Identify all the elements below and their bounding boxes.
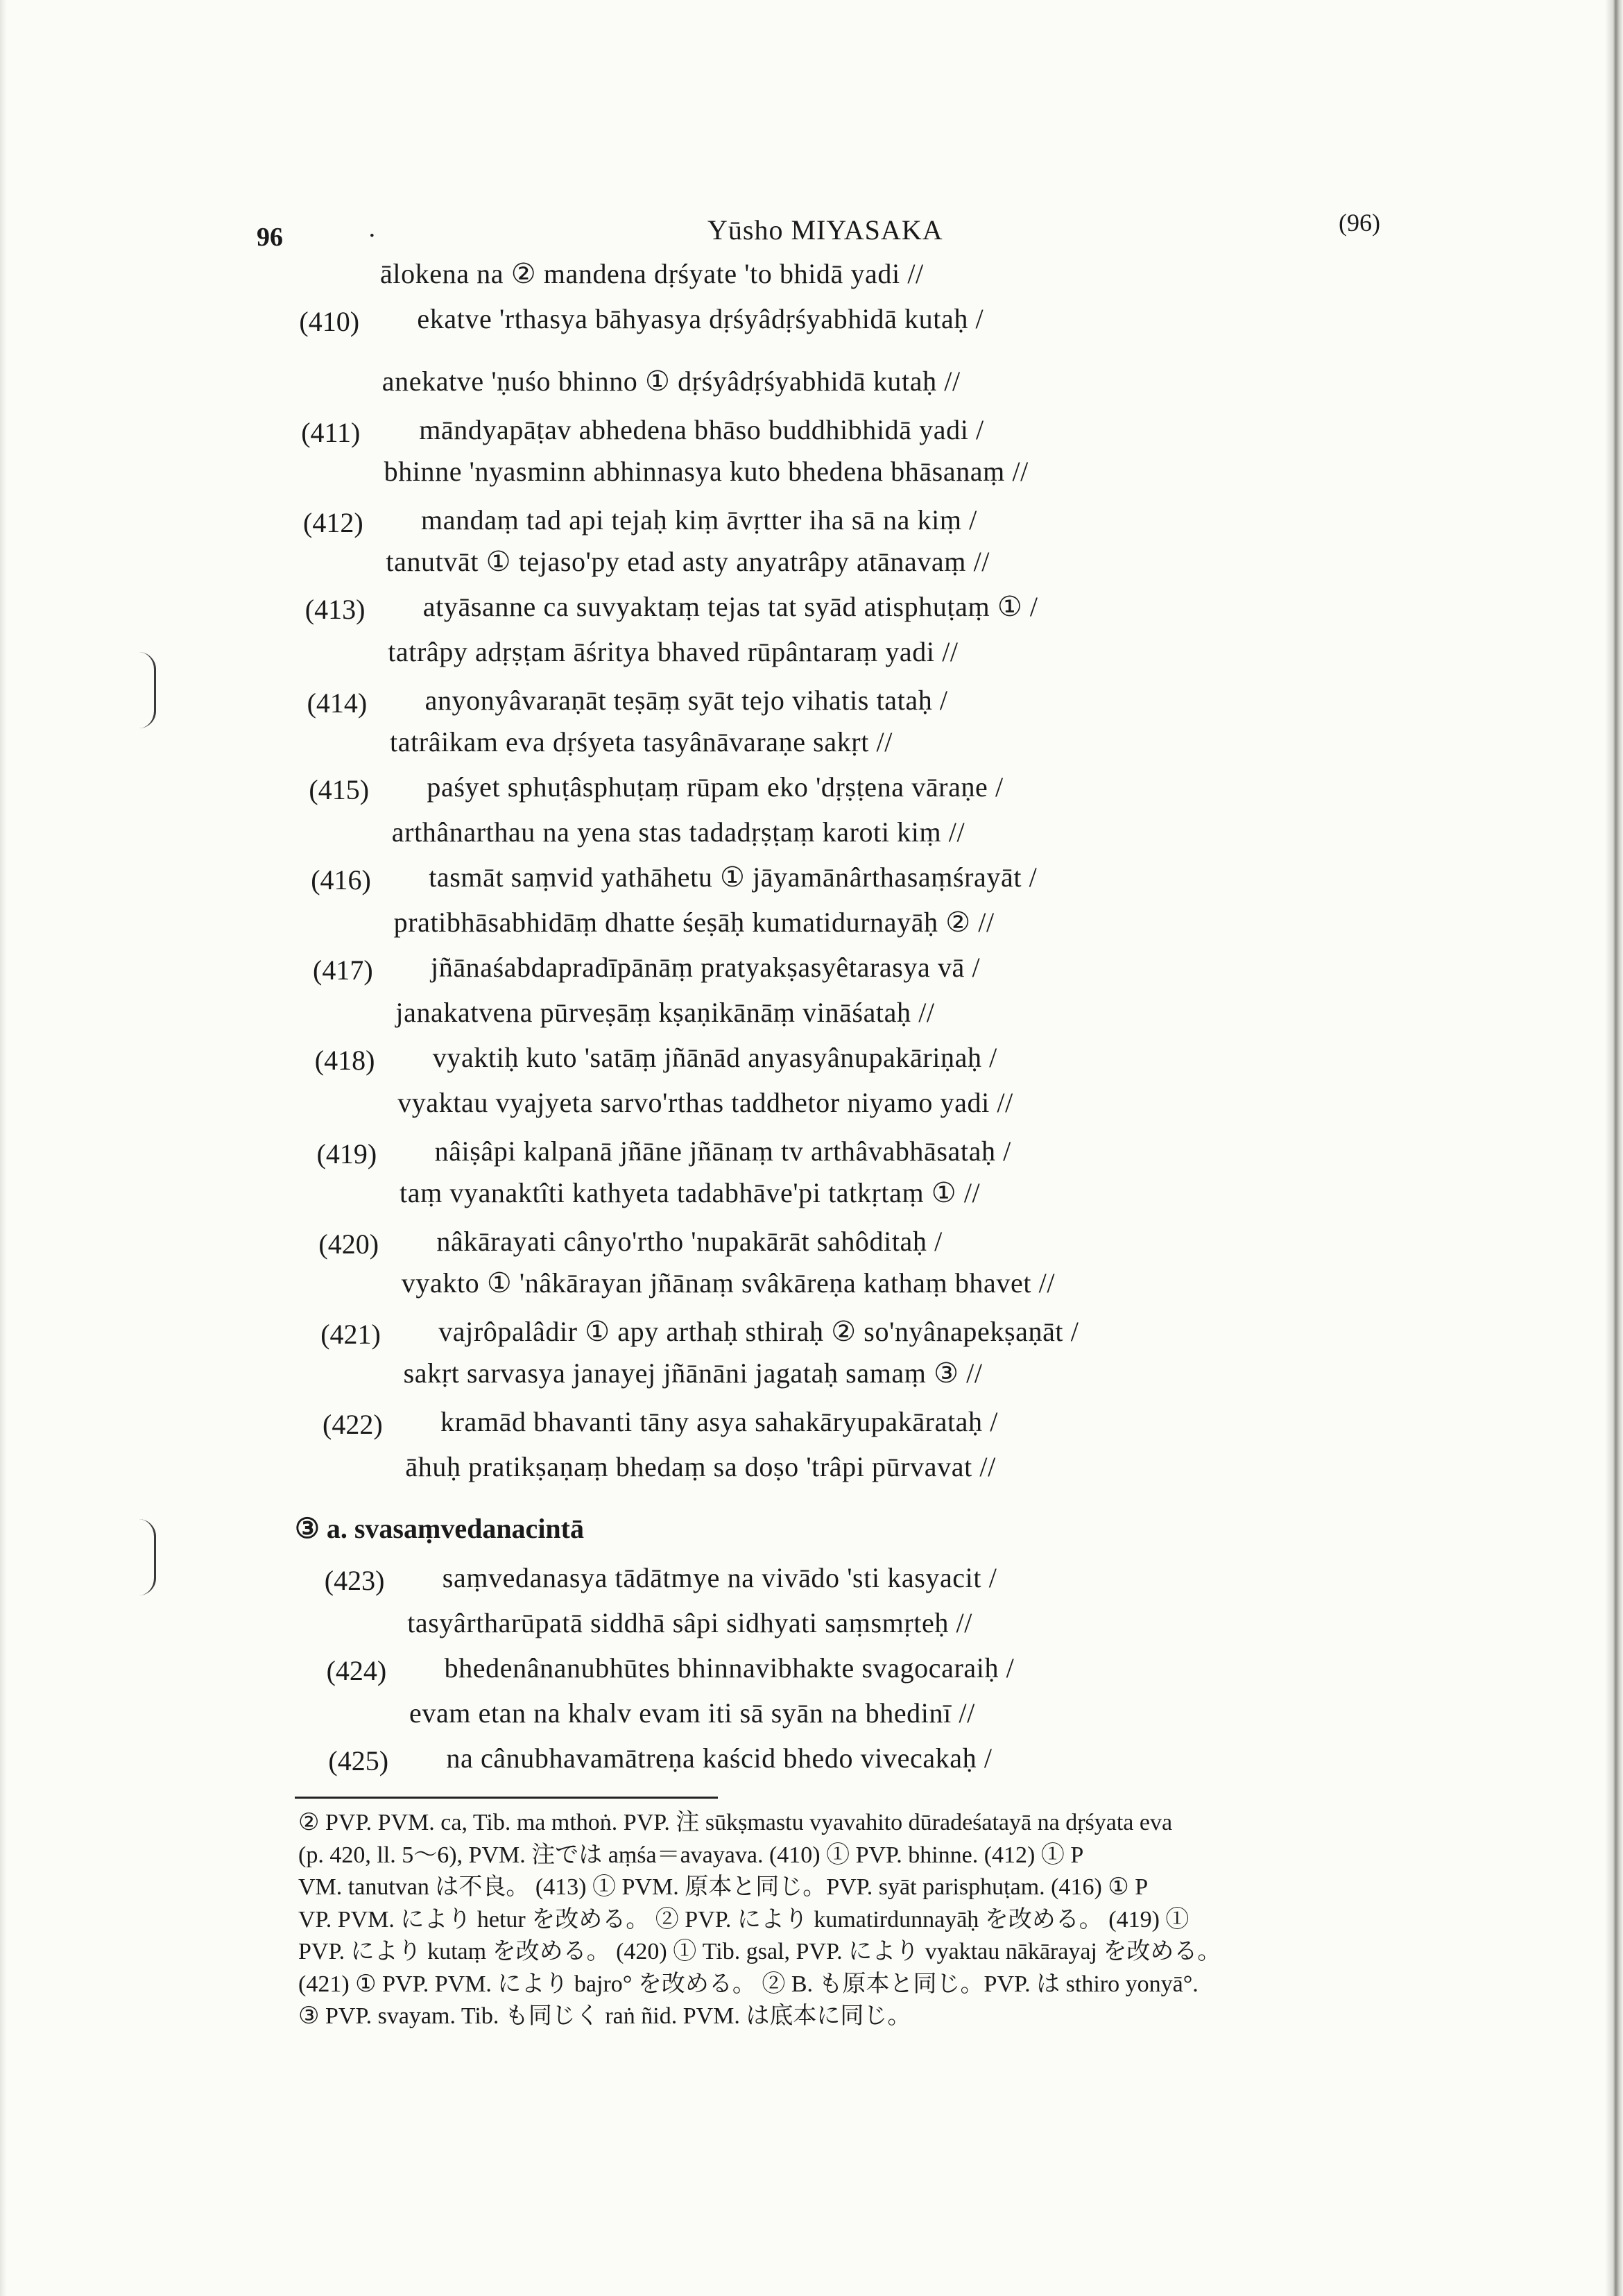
- footnote-line: ③ PVP. svayam. Tib. も同じく raṅ ñid. PVM. は底本に同じ。: [298, 2003, 911, 2030]
- verse-line-second: ālokena na ② mandena dṛśyate 'to bhidā yadi //: [380, 258, 924, 289]
- verse-line-second: tatrâikam eva dṛśyeta tasyânāvaraṇe sakṛt //: [390, 726, 893, 757]
- verse-number: (417): [313, 954, 373, 986]
- page-number-left: 96: [257, 223, 283, 252]
- verse-line-first: bhedenânanubhūtes bhinnavibhakte svagocaraiḥ /: [444, 1652, 1015, 1684]
- verse-line-second: bhinne 'nyasminn abhinnasya kuto bhedena bhāsanaṃ //: [384, 456, 1029, 487]
- author-name: Yūsho MIYASAKA: [707, 214, 943, 246]
- footnote-line: ② PVP. PVM. ca, Tib. ma mthoṅ. PVP. 注 sūkṣmastu vyavahito dūradeśatayā na dṛśyata eva: [298, 1810, 1173, 1835]
- verse-line-first: vyaktiḥ kuto 'satāṃ jñānād anyasyânupakāriṇaḥ /: [432, 1042, 997, 1073]
- verse-number: (413): [304, 594, 366, 625]
- scan-left-edge: [0, 0, 7, 2296]
- running-header: [0, 208, 1623, 250]
- footnote-rule: [295, 1797, 718, 1799]
- verse-line-first: paśyet sphuṭâsphuṭaṃ rūpam eko 'dṛṣṭena vāraṇe /: [427, 771, 1004, 803]
- verse-line-first: ekatve 'rthasya bāhyasya dṛśyâdṛśyabhidā kutaḥ /: [417, 303, 984, 334]
- verse-line-second: taṃ vyanaktîti kathyeta tadabhāve'pi tatkṛtaṃ ① //: [400, 1177, 981, 1208]
- verse-number: (418): [314, 1045, 375, 1076]
- scan-binding-edge: [1605, 0, 1623, 2296]
- verse-line-second: janakatvena pūrveṣāṃ kṣaṇikānāṃ vināśataḥ //: [395, 997, 935, 1028]
- verse-line-first: saṃvedanasya tādātmye na vivādo 'sti kasyacit /: [442, 1562, 997, 1593]
- verse-number: (410): [299, 306, 360, 337]
- verse-number: (423): [324, 1565, 385, 1596]
- verse-line-first: māndyapāṭav abhedena bhāso buddhibhidā yadi /: [419, 414, 984, 445]
- footnote-line: VM. tanutvan は不良。 (413) ① PVM. 原本と同じ。PVP. syāt parisphuṭam. (416) ① P: [298, 1874, 1149, 1901]
- verse-number: (412): [303, 507, 363, 538]
- footnotes: [298, 1807, 1470, 2033]
- verse-number: (414): [307, 687, 368, 719]
- verse-line-first: na cânubhavamātreṇa kaścid bhedo vivecakaḥ /: [446, 1742, 993, 1774]
- verse-line-first: atyāsanne ca suvyaktaṃ tejas tat syād atisphuṭaṃ ① /: [422, 591, 1038, 622]
- verse-line-first: tasmāt saṃvid yathāhetu ① jāyamānârthasaṃśrayāt /: [429, 862, 1038, 893]
- verse-line-first: jñānaśabdapradīpānāṃ pratyakṣasyêtarasya vā /: [431, 952, 981, 983]
- verse-line-second: vyaktau vyajyeta sarvo'rthas taddhetor niyamo yadi //: [397, 1087, 1013, 1118]
- verse-line-second: pratibhāsabhidāṃ dhatte śeṣāḥ kumatidurnayāḥ ② //: [393, 907, 995, 938]
- verse-number: (419): [316, 1138, 377, 1170]
- verse-line-first: nâiṣâpi kalpanā jñāne jñānaṃ tv arthâvabhāsataḥ /: [434, 1136, 1011, 1167]
- verse-line-second: tasyârtharūpatā siddhā sâpi sidhyati saṃsmṛteḥ //: [407, 1607, 972, 1638]
- header-separator: ·: [368, 221, 377, 250]
- verse-line-first: kramād bhavanti tāny asya sahakāryupakārataḥ /: [440, 1406, 998, 1437]
- verse-number: (411): [301, 417, 361, 448]
- verse-line-second: arthânarthau na yena stas tadadṛṣṭaṃ karoti kiṃ //: [391, 816, 965, 848]
- verse-line-first: nâkārayati cânyo'rtho 'nupakārāt sahôditaḥ /: [436, 1226, 943, 1257]
- verse-line-second: sakṛt sarvasya janayej jñānāni jagataḥ samaṃ ③ //: [403, 1357, 983, 1389]
- punch-hole-mark: [139, 1519, 156, 1595]
- footnote-line: PVP. により kutaṃ を改める。 (420) ① Tib. gsal, PVP. により vyaktau nākārayaj を改める。: [298, 1939, 1221, 1965]
- verse-line-first: anyonyâvaraṇāt teṣāṃ syāt tejo vihatis tataḥ /: [424, 685, 948, 716]
- section-heading: ③ a. svasaṃvedanacintā: [295, 1513, 584, 1544]
- punch-hole-mark: [139, 652, 156, 728]
- verse-number: (422): [323, 1409, 383, 1440]
- verse-number: (421): [320, 1319, 381, 1350]
- verse-number: (425): [328, 1745, 389, 1776]
- verse-line-first: mandaṃ tad api tejaḥ kiṃ āvṛtter iha sā na kiṃ /: [421, 504, 977, 536]
- verse-number: (416): [311, 864, 371, 896]
- verse-number: (424): [326, 1655, 387, 1686]
- footnote-line: (p. 420, ll. 5～6), PVM. 注では aṃśa＝avayava. (410) ① PVP. bhinne. (412) ① P: [298, 1842, 1084, 1868]
- verse-line-first: vajrôpalâdir ① apy arthaḥ sthiraḥ ② so'nyânapekṣaṇāt /: [438, 1316, 1079, 1347]
- page-number-right: (96): [1339, 209, 1380, 237]
- verse-number: (420): [318, 1228, 379, 1260]
- verse-number: (415): [309, 774, 370, 805]
- verse-line-second: anekatve 'ṇuśo bhinno ① dṛśyâdṛśyabhidā kutaḥ //: [381, 366, 961, 397]
- verse-line-second: tanutvāt ① tejaso'py etad asty anyatrâpy atānavaṃ //: [386, 546, 990, 577]
- footnote-line: (421) ① PVP. PVM. により bajro° を改める。 ② B. も原本と同じ。PVP. は sthiro yonyā°.: [298, 1971, 1199, 1997]
- verse-line-second: tatrâpy adṛṣṭam āśritya bhaved rūpântaraṃ yadi //: [388, 636, 959, 667]
- footnote-line: VP. PVM. により hetur を改める。 ② PVP. により kumatirdunnayāḥ を改める。 (419) ①: [298, 1906, 1190, 1933]
- verse-line-second: āhuḥ pratikṣaṇaṃ bhedaṃ sa doṣo 'trâpi pūrvavat //: [405, 1451, 996, 1482]
- verse-line-second: vyakto ① 'nâkārayan jñānaṃ svâkāreṇa kathaṃ bhavet //: [401, 1267, 1056, 1299]
- verse-line-second: evam etan na khalv evam iti sā syān na bhedinī //: [409, 1697, 975, 1729]
